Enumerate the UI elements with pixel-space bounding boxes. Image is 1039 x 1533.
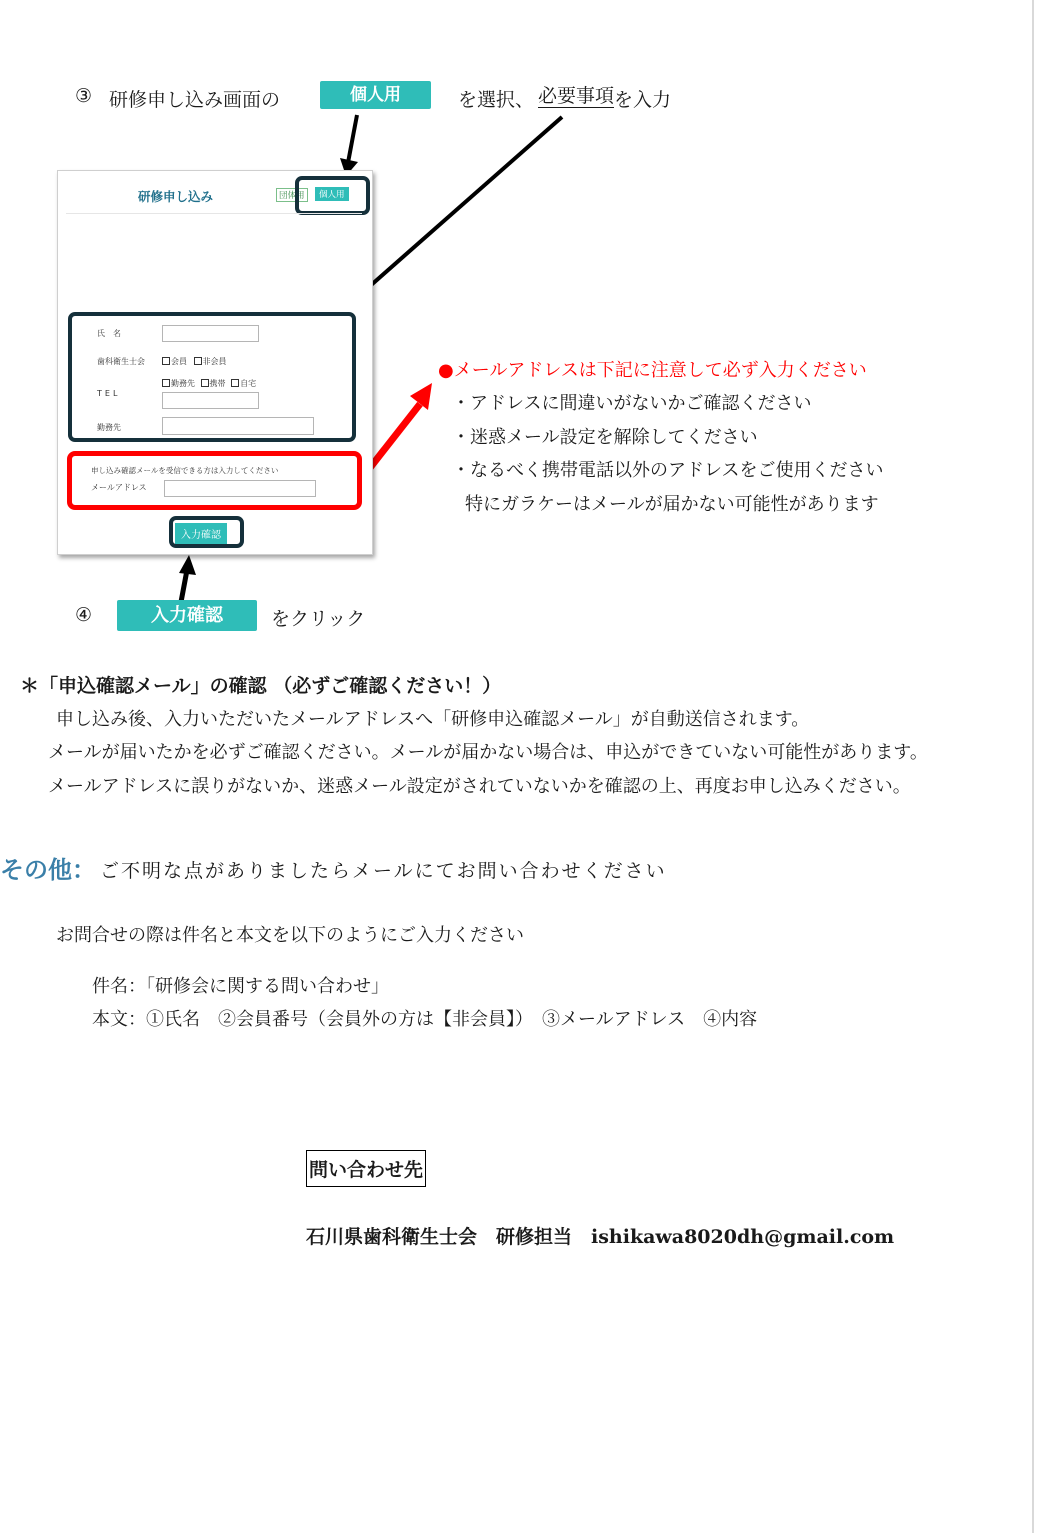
- step4-number: ④: [75, 604, 93, 626]
- confirm-mail-heading: ＊「申込確認メール」の確認 （必ずご確認ください！）: [20, 675, 502, 697]
- step3-text: 研修申し込み画面の: [109, 89, 281, 111]
- step3-number: ③: [75, 85, 93, 107]
- other-label: その他：: [0, 856, 96, 884]
- member-checkboxes[interactable]: 会員 非会員: [162, 356, 227, 367]
- inquiry-subject: 件名：「研修会に関する問い合わせ」: [92, 976, 389, 997]
- email-highlight: [67, 451, 362, 510]
- email-notice-item: ・迷惑メール設定を解除してください: [452, 427, 758, 448]
- confirm-mail-line: メールが届いたかを必ずご確認ください。メールが届かない場合は、申込ができていない可能性があります。: [48, 742, 928, 763]
- email-notice-item: ・アドレスに間違いがないかご確認ください: [452, 393, 812, 414]
- individual-tab[interactable]: 個人用: [315, 187, 349, 201]
- name-label: 氏 名: [97, 329, 121, 338]
- step4-text: をクリック: [271, 608, 366, 630]
- individual-badge: 個人用: [320, 81, 431, 109]
- inquiry-intro: お問合せの際は件名と本文を以下のようにご入力ください: [56, 925, 524, 946]
- email-note: 申し込み確認メールを受信できる方は入力してください: [91, 466, 279, 475]
- email-notice-item: 特にガラケーはメールが届かない可能性があります: [465, 494, 879, 515]
- step3-select-text: を選択、: [458, 89, 535, 111]
- required-fields-highlight: [68, 312, 356, 442]
- individual-tab-highlight: [295, 176, 370, 215]
- confirm-mail-line: 申し込み後、入力いただいたメールアドレスへ「研修申込確認メール」が自動送信されます。: [56, 709, 810, 730]
- tel-type-checkboxes[interactable]: 勤務先 携帯 自宅: [162, 378, 256, 389]
- group-tab[interactable]: 団体用: [276, 188, 308, 202]
- form-screenshot: [57, 170, 373, 555]
- other-text: ご不明な点がありましたらメールにてお問い合わせください: [100, 860, 667, 882]
- confirm-badge: 入力確認: [117, 600, 257, 631]
- inquiry-body: 本文：①氏名 ②会員番号（会員外の方は【非会員】） ③メールアドレス ④内容: [92, 1009, 758, 1030]
- contact-line: 石川県歯科衛生士会 研修担当 ishikawa8020dh@gmail.com: [306, 1226, 895, 1248]
- arrow-to-confirm-button: [181, 570, 187, 602]
- tel-label: TEL: [97, 389, 121, 398]
- step3-required-text: 必要事項: [538, 85, 615, 107]
- step3-input-text: を入力: [614, 89, 672, 111]
- contact-box: 問い合わせ先: [306, 1150, 426, 1187]
- workplace-label: 勤務先: [97, 423, 121, 432]
- email-label: メールアドレス: [91, 483, 147, 492]
- form-confirm-button[interactable]: 入力確認: [175, 523, 227, 544]
- arrow-to-required-fields: [362, 117, 562, 293]
- email-notice-item: ・なるべく携帯電話以外のアドレスをご使用ください: [452, 460, 884, 481]
- form-title: 研修申し込み: [138, 189, 214, 204]
- confirm-button-highlight: [169, 516, 244, 548]
- member-label: 歯科衛生士会: [97, 357, 145, 366]
- form-divider: [66, 213, 362, 214]
- confirm-mail-line: メールアドレスに誤りがないか、迷惑メール設定がされていないかを確認の上、再度お申し込みください。: [48, 776, 911, 797]
- email-notice-title: ●メールアドレスは下記に注意して必ず入力ください: [438, 360, 867, 381]
